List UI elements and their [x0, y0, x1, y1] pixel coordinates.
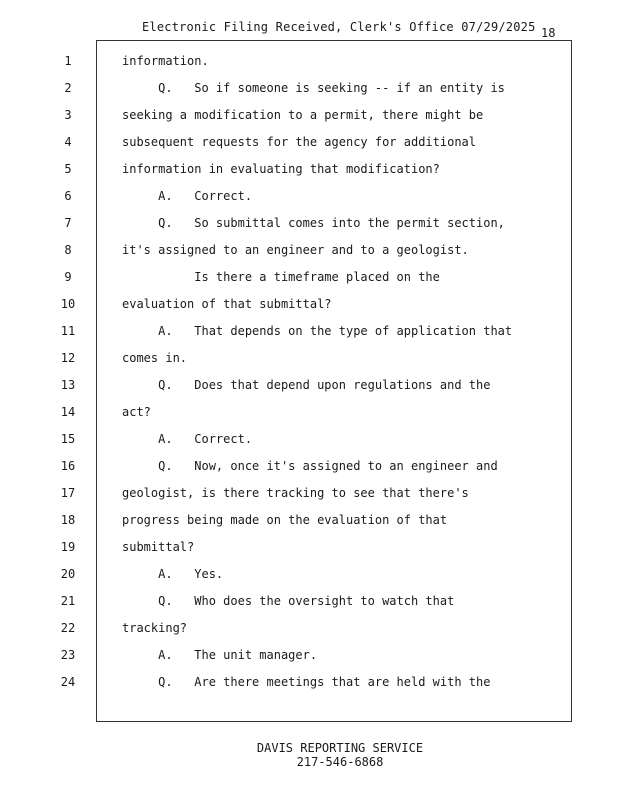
line-text: act?: [122, 405, 151, 419]
line-number: 18: [60, 513, 76, 527]
line-number: 4: [64, 135, 72, 149]
line-number: 7: [64, 216, 72, 230]
line-text: A. The unit manager.: [122, 648, 318, 662]
line-text: Q. Who does the oversight to watch that: [122, 594, 455, 608]
line-text: A. That depends on the type of application that: [122, 324, 513, 338]
line-number: 6: [64, 189, 72, 203]
line-text: progress being made on the evaluation of that: [122, 513, 448, 527]
transcript-line: [0, 75, 618, 102]
line-text: seeking a modification to a permit, there might be: [122, 108, 484, 122]
line-text: Q. Are there meetings that are held with the: [122, 675, 491, 689]
line-number: 3: [64, 108, 72, 122]
transcript-line: [0, 183, 618, 210]
line-text: A. Correct.: [122, 189, 253, 203]
line-number: 19: [60, 540, 76, 554]
transcript-line: [0, 48, 618, 75]
line-number: 20: [60, 567, 76, 581]
transcript-line: [0, 399, 618, 426]
line-text: Q. So submittal comes into the permit section,: [122, 216, 505, 230]
transcript-line: [0, 102, 618, 129]
transcript-line: [0, 426, 618, 453]
transcript-line: [0, 345, 618, 372]
line-number: 10: [60, 297, 76, 311]
line-text: Q. Does that depend upon regulations and the: [122, 378, 491, 392]
transcript-line: [0, 507, 618, 534]
line-number: 2: [64, 81, 72, 95]
line-number: 14: [60, 405, 76, 419]
transcript-line: [0, 588, 618, 615]
line-number: 11: [60, 324, 76, 338]
line-text: tracking?: [122, 621, 188, 635]
reporting-phone: 217-546-6868: [296, 755, 384, 769]
line-text: A. Correct.: [122, 432, 253, 446]
line-text: Is there a timeframe placed on the: [122, 270, 440, 284]
line-number: 1: [64, 54, 72, 68]
line-text: information in evaluating that modification?: [122, 162, 440, 176]
transcript-line: [0, 372, 618, 399]
line-text: subsequent requests for the agency for additional: [122, 135, 477, 149]
reporter-footer: [0, 741, 618, 769]
transcript-line: [0, 480, 618, 507]
line-text: Q. Now, once it's assigned to an engineer and: [122, 459, 498, 473]
line-number: 9: [64, 270, 72, 284]
line-text: A. Yes.: [122, 567, 224, 581]
transcript-line: [0, 561, 618, 588]
filing-stamp: Electronic Filing Received, Clerk's Office 07/29/2025: [142, 20, 536, 34]
line-number: 22: [60, 621, 76, 635]
line-text: it's assigned to an engineer and to a geologist.: [122, 243, 469, 257]
transcript-line: [0, 129, 618, 156]
transcript-line: [0, 669, 618, 696]
line-number: 12: [60, 351, 76, 365]
transcript-line: [0, 264, 618, 291]
line-text: Q. So if someone is seeking -- if an entity is: [122, 81, 505, 95]
line-number: 24: [60, 675, 76, 689]
transcript-line: [0, 156, 618, 183]
line-text: submittal?: [122, 540, 195, 554]
line-number: 17: [60, 486, 76, 500]
line-number: 8: [64, 243, 72, 257]
reporting-company: DAVIS REPORTING SERVICE: [256, 741, 424, 755]
transcript-line: [0, 291, 618, 318]
line-number: 15: [60, 432, 76, 446]
transcript-line: [0, 642, 618, 669]
transcript-line: [0, 453, 618, 480]
transcript-line: [0, 237, 618, 264]
line-number: 13: [60, 378, 76, 392]
transcript-line: [0, 318, 618, 345]
page-number: 18: [541, 26, 556, 40]
line-text: geologist, is there tracking to see that there's: [122, 486, 469, 500]
transcript-line: [0, 534, 618, 561]
line-number: 16: [60, 459, 76, 473]
transcript-line: [0, 210, 618, 237]
transcript-lines: [0, 48, 618, 696]
line-text: comes in.: [122, 351, 188, 365]
line-number: 21: [60, 594, 76, 608]
line-text: information.: [122, 54, 209, 68]
line-number: 5: [64, 162, 72, 176]
line-text: evaluation of that submittal?: [122, 297, 332, 311]
transcript-line: [0, 615, 618, 642]
line-number: 23: [60, 648, 76, 662]
